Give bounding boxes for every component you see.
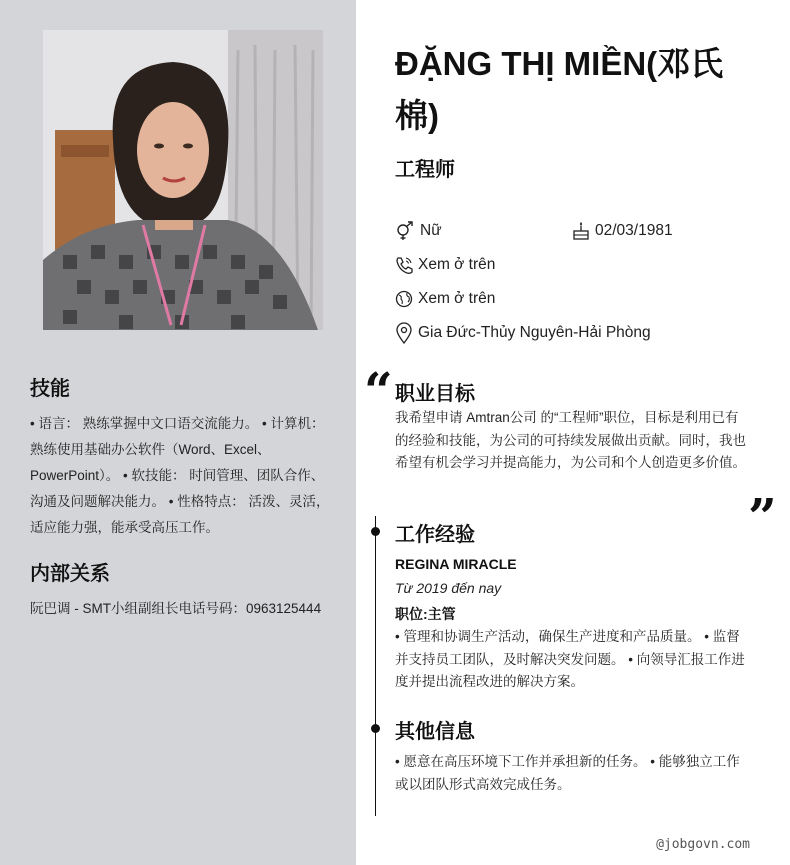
skills-text: • 语言： 熟练掌握中文口语交流能力。 • 计算机： 熟练使用基础办公软件（Word、Excel、PowerPoint）。 • 软技能： 时间管理、团队合作、沟通及问题解决能力。 • 性格特点： 活泼、灵活，适应能力强，能承受高压工作。 [30,416,330,535]
other-title: 其他信息 [395,721,475,743]
birthdate-value: 02/03/1981 [595,222,673,239]
candidate-role: 工程师 [395,159,455,181]
relations-section [30,557,330,622]
experience-description: • 管理和协调生产活动，确保生产进度和产品质量。 • 监督并支持员工团队，及时解决突发问题。 • 向领导汇报工作进度并提出流程改进的解决方案。 [395,629,745,689]
objective-title: 职业目标 [395,383,475,405]
address-value: Gia Đức-Thủy Nguyên-Hải Phòng [418,324,651,341]
watermark: @jobgovn.com [656,837,750,852]
quote-open-icon: “ [364,366,393,396]
cake-icon [572,221,590,241]
phone-value: Xem ở trên [418,256,496,273]
experience-position: 职位:主管 [395,606,456,622]
globe-icon [395,289,413,309]
website-row [395,288,495,310]
quote-close-icon: ” [748,492,777,522]
main-content [356,0,790,865]
profile-photo-image [43,30,323,330]
skills-title: 技能 [30,378,70,400]
location-pin-icon [395,322,413,344]
experience-period: Từ 2019 đến nay [395,580,502,596]
timeline-dot-other [371,724,380,733]
skills-section [30,372,330,541]
relations-title: 内部关系 [30,563,110,585]
website-value: Xem ở trên [418,290,496,307]
address-row [395,322,651,344]
timeline-dot-experience [371,527,380,536]
gender-value: Nữ [420,222,442,239]
candidate-name: ĐẶNG THỊ MIỀN(邓氏棉) [395,45,724,134]
experience-title: 工作经验 [395,524,475,546]
phone-row [395,254,495,276]
profile-photo [43,30,323,330]
timeline-line [375,516,376,816]
other-text: • 愿意在高压环境下工作并承担新的任务。 • 能够独立工作或以团队形式高效完成任务。 [395,754,740,792]
phone-icon [395,255,413,275]
left-sidebar [0,0,356,865]
relations-text: 阮巴调 - SMT小组副组长电话号码：0963125444 [30,601,322,616]
gender-row [395,220,442,242]
gender-icon [395,221,415,241]
experience-company: REGINA MIRACLE [395,556,517,572]
birthdate-row [572,220,673,242]
objective-text: 我希望申请 Amtran公司 的“工程师”职位，目标是利用已有的经验和技能，为公司的可持续发展做出贡献。同时，我也希望有机会学习并提高能力，为公司和个人创造更多价值。 [395,410,746,470]
